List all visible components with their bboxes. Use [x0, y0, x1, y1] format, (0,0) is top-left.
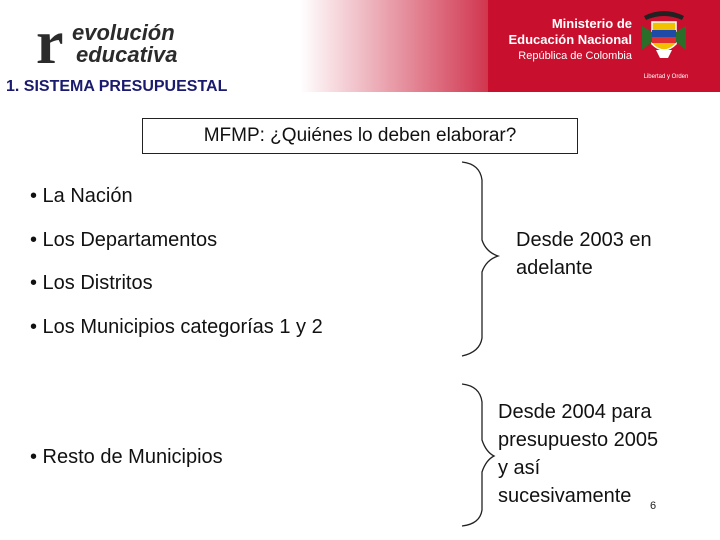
ministry-line1: Ministerio de — [551, 16, 632, 31]
note-line: y así — [498, 457, 541, 479]
note-line: sucesivamente — [498, 485, 632, 507]
list-item: • La Nación — [30, 185, 133, 207]
list-item: • Resto de Municipios — [30, 446, 223, 468]
right-brace — [462, 384, 494, 526]
note-line: presupuesto 2005 — [498, 429, 659, 451]
page-number: 6 — [650, 500, 657, 512]
ministry-line3: República de Colombia — [518, 50, 632, 62]
note-line: adelante — [516, 257, 593, 279]
note-line: Desde 2003 en — [516, 229, 652, 251]
ministry-motto: Libertad y Orden — [643, 74, 689, 80]
note-line: Desde 2004 para — [498, 401, 652, 423]
logo-line1: evolución — [72, 20, 175, 45]
note-group1 — [516, 226, 652, 282]
logo-mark: r — [36, 9, 60, 77]
logo-line2: educativa — [76, 42, 178, 67]
list-item: • Los Municipios categorías 1 y 2 — [30, 316, 323, 338]
slide-subtitle: MFMP: ¿Quiénes lo deben elaborar? — [142, 118, 578, 154]
section-title: 1. SISTEMA PRESUPUESTAL — [6, 78, 228, 95]
list-item: • Los Distritos — [30, 272, 153, 294]
list-item: • Los Departamentos — [30, 229, 218, 251]
ministry-line2: Educación Nacional — [508, 32, 632, 47]
note-group2 — [498, 398, 658, 510]
right-brace — [462, 162, 498, 356]
